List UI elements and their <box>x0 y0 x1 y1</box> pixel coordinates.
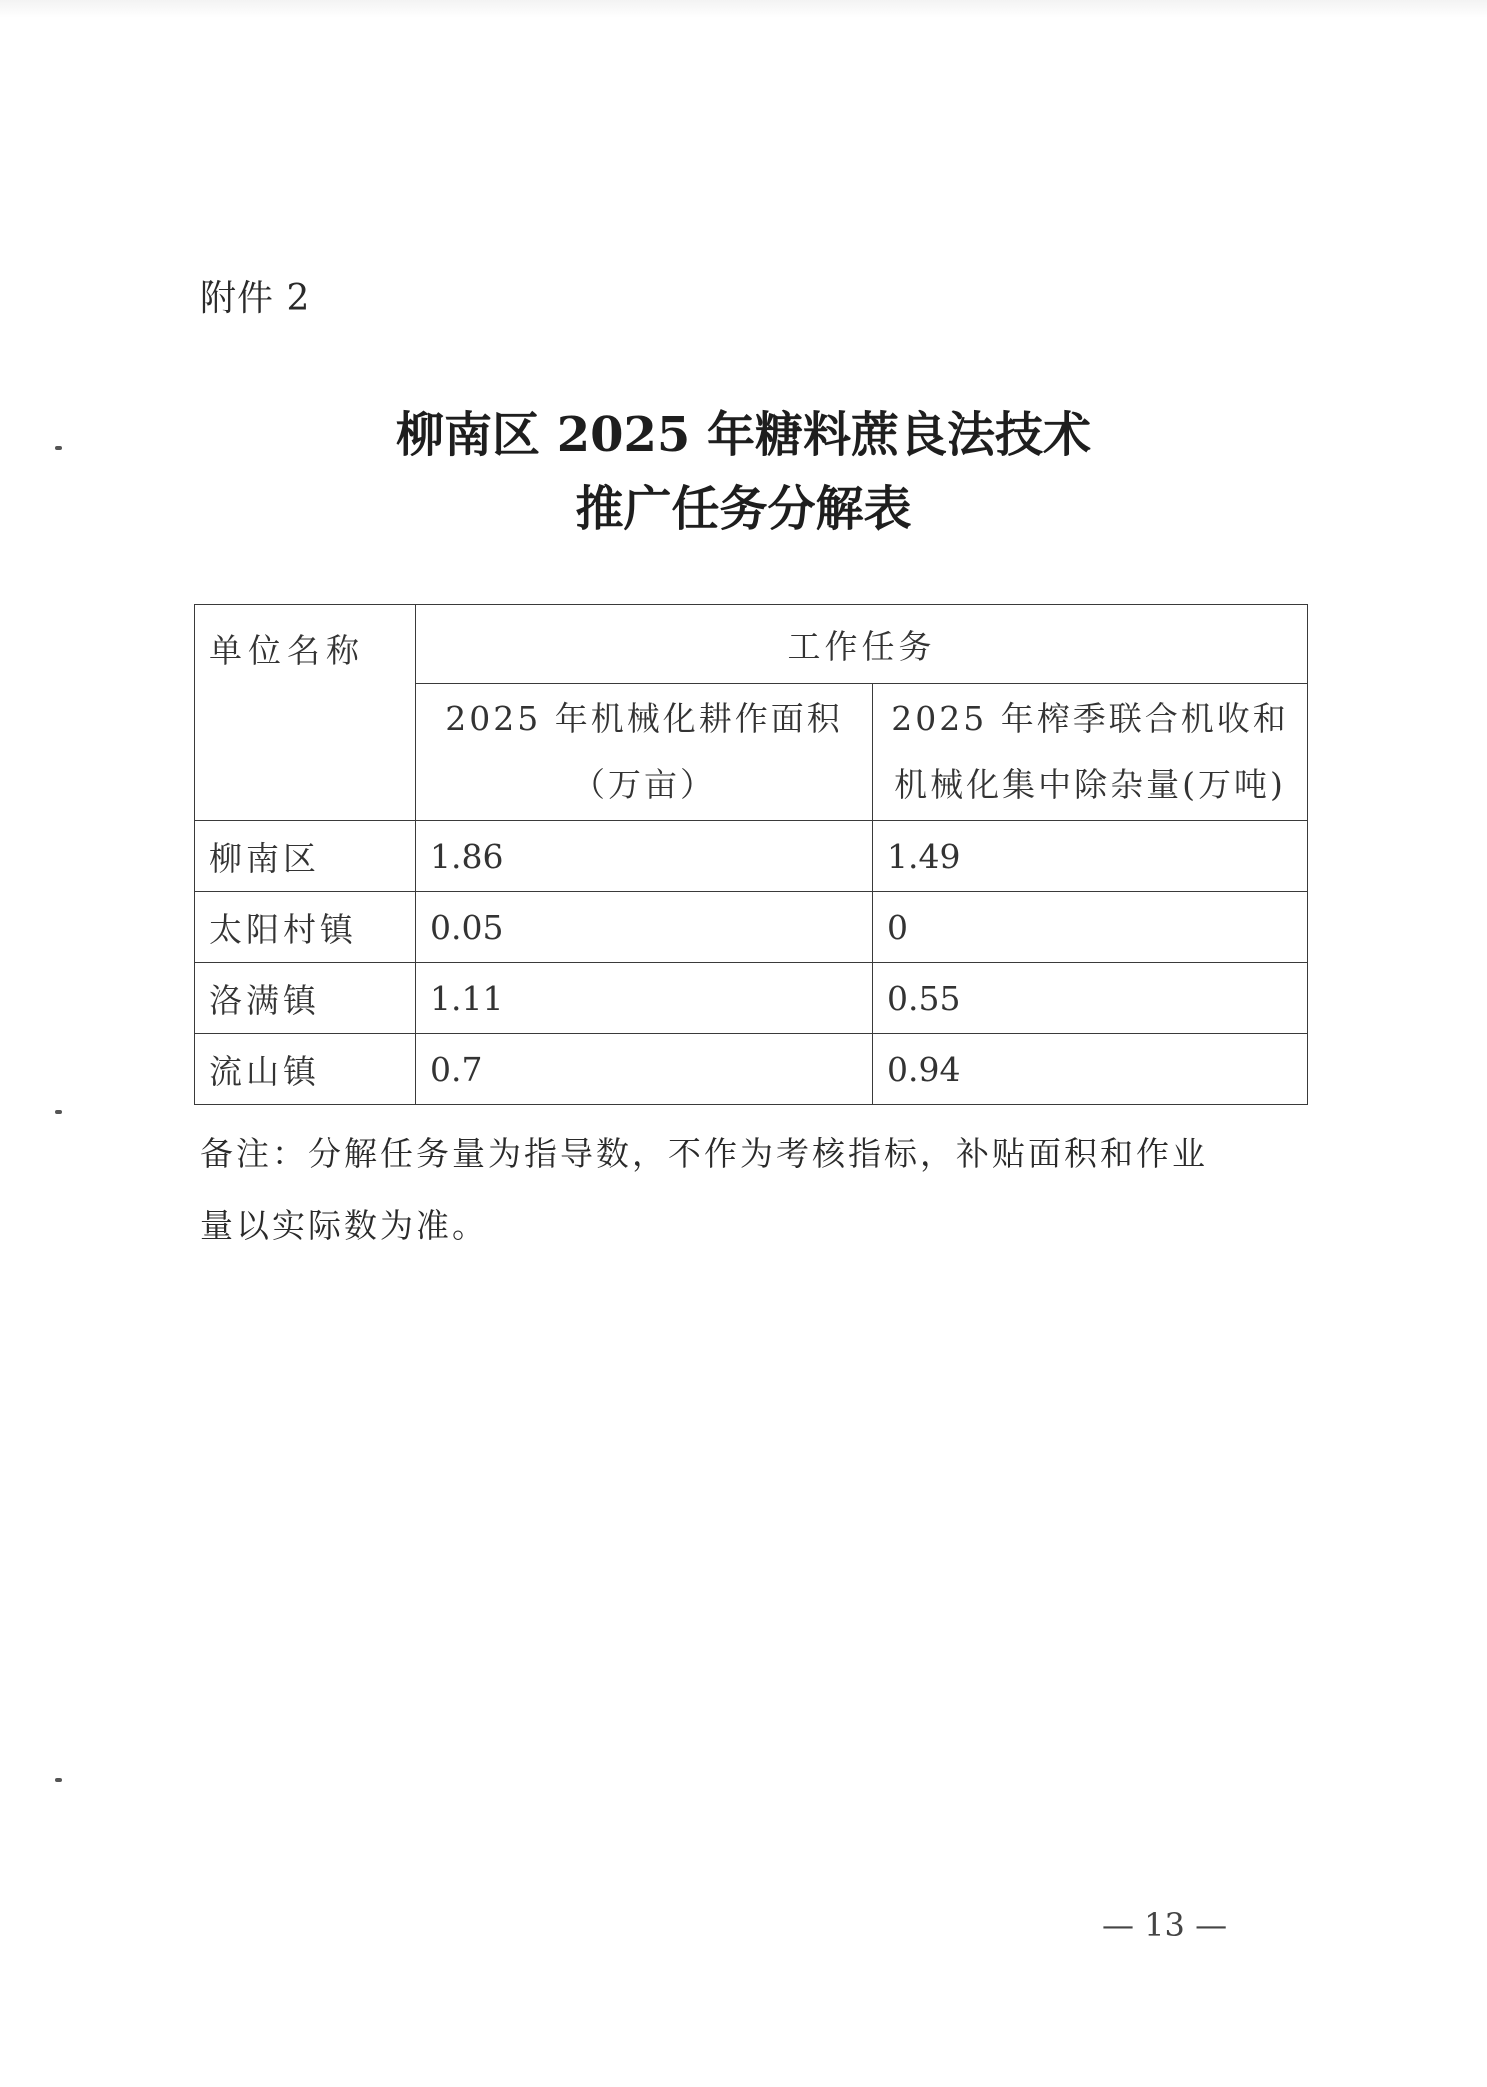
area-cell: 1.86 <box>416 821 873 892</box>
volume-column-header <box>873 684 1308 821</box>
area-header-line-2: （万亩） <box>572 765 716 804</box>
area-column-header <box>416 684 873 821</box>
unit-name-cell: 柳南区 <box>195 821 416 892</box>
document-title <box>0 398 1487 546</box>
volume-cell: 0 <box>873 892 1308 963</box>
table-row <box>195 821 1308 892</box>
table-row <box>195 1034 1308 1105</box>
table-note <box>200 1118 1310 1262</box>
title-line-1: 柳南区 2025 年糖料蔗良法技术 <box>395 407 1092 463</box>
unit-name-cell: 流山镇 <box>195 1034 416 1105</box>
table-header-row <box>195 605 1308 684</box>
table-row <box>195 892 1308 963</box>
binding-mark <box>55 1110 62 1114</box>
area-cell: 1.11 <box>416 963 873 1034</box>
binding-mark <box>55 1778 62 1782</box>
area-cell: 0.05 <box>416 892 873 963</box>
note-line-2: 量以实际数为准。 <box>200 1206 488 1245</box>
title-line-2: 推广任务分解表 <box>575 481 912 537</box>
scan-edge <box>0 0 1487 18</box>
task-table <box>194 604 1308 1105</box>
volume-header-line-2: 机械化集中除杂量(万吨) <box>894 765 1286 804</box>
unit-name-cell: 洛满镇 <box>195 963 416 1034</box>
area-cell: 0.7 <box>416 1034 873 1105</box>
area-header-line-1: 2025 年机械化耕作面积 <box>445 699 843 738</box>
unit-name-header: 单位名称 <box>195 605 416 821</box>
attachment-label: 附件 2 <box>200 278 311 319</box>
volume-header-line-1: 2025 年榨季联合机收和 <box>891 699 1289 738</box>
work-task-header: 工作任务 <box>416 605 1308 684</box>
volume-cell: 0.55 <box>873 963 1308 1034</box>
page-number: — 13 — <box>1102 1906 1228 1944</box>
volume-cell: 0.94 <box>873 1034 1308 1105</box>
table-row <box>195 963 1308 1034</box>
note-line-1: 备注：分解任务量为指导数，不作为考核指标，补贴面积和作业 <box>200 1134 1208 1173</box>
unit-name-cell: 太阳村镇 <box>195 892 416 963</box>
volume-cell: 1.49 <box>873 821 1308 892</box>
